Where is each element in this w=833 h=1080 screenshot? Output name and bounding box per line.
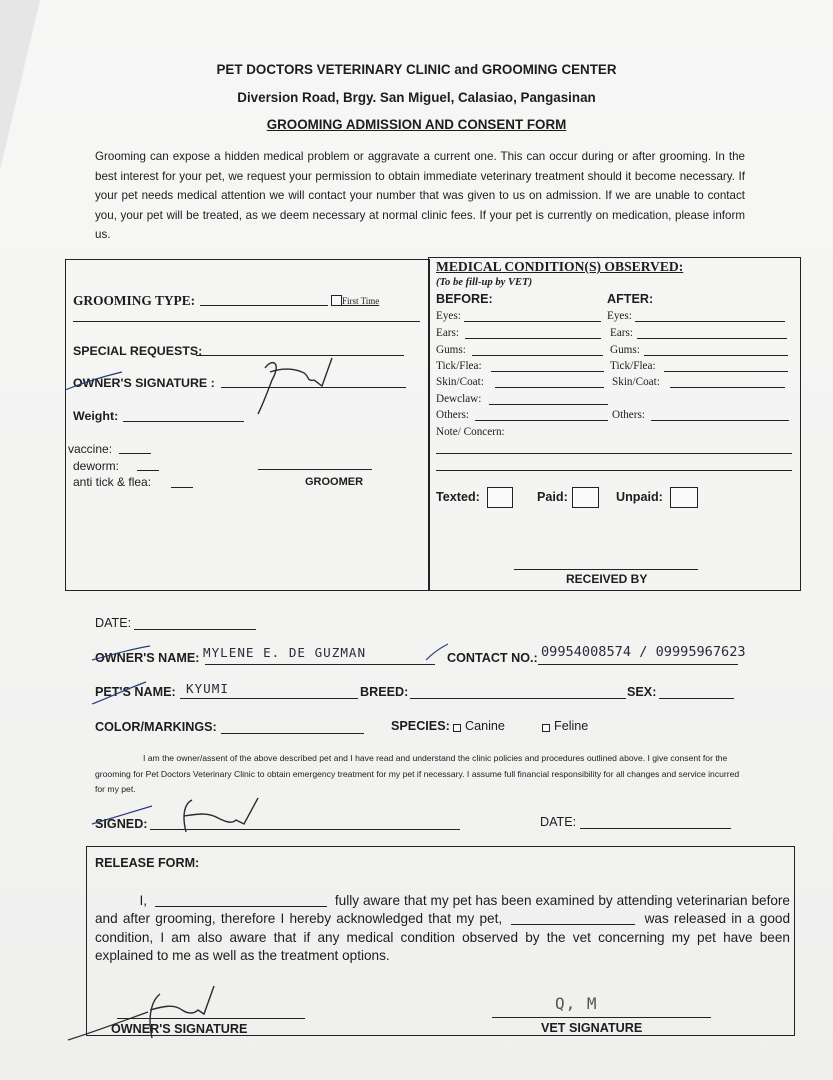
before-label: BEFORE: [436, 292, 493, 306]
received-by-line[interactable] [514, 569, 698, 570]
medical-box [428, 257, 801, 591]
after-ears-label: Ears: [610, 327, 633, 339]
consent-line-2: I give consent for the grooming for Pet Doctors Veterinary Clinic to obtain emergency treatment for my pet if necessary. I assume full financial responsibility for all changes and service incurred for my pet. [95, 753, 740, 794]
anti-tick-field[interactable] [171, 487, 193, 488]
color-markings-label: COLOR/MARKINGS: [95, 720, 217, 734]
vet-signature-line[interactable] [492, 1017, 711, 1018]
before-dewclaw-field[interactable] [489, 404, 608, 405]
release-name-field[interactable] [155, 894, 327, 907]
release-title: RELEASE FORM: [95, 856, 200, 870]
note-concern-label: Note/ Concern: [436, 426, 505, 438]
after-eyes-field[interactable] [635, 321, 785, 322]
after-gums-label: Gums: [610, 344, 640, 356]
first-time-label: First Time [342, 296, 380, 306]
release-paragraph [95, 892, 790, 966]
grooming-type-field-2[interactable] [73, 321, 420, 322]
before-eyes-label: Eyes: [436, 310, 461, 322]
after-skin-coat-label: Skin/Coat: [612, 376, 660, 388]
medical-title: MEDICAL CONDITION(S) OBSERVED: [436, 259, 684, 274]
breed-field[interactable] [410, 698, 626, 699]
sex-label: SEX: [627, 685, 657, 699]
release-owner-signature-scribble [64, 980, 234, 1046]
before-skin-coat-field[interactable] [495, 387, 604, 388]
after-tick-flea-field[interactable] [664, 371, 788, 372]
grooming-type-field[interactable] [200, 305, 328, 306]
check-strokes [88, 640, 448, 666]
note-line-2[interactable] [436, 470, 792, 471]
pet-name-check-stroke [88, 676, 158, 710]
signed-date-label: DATE: [540, 815, 577, 829]
owner-signature-label: OWNER'S SIGNATURE : [73, 376, 215, 390]
before-eyes-field[interactable] [464, 321, 601, 322]
canine-label: Canine [465, 719, 505, 733]
weight-field[interactable] [123, 421, 244, 422]
after-tick-flea-label: Tick/Flea: [610, 360, 656, 372]
before-others-label: Others: [436, 409, 469, 421]
pet-name-field[interactable] [180, 698, 358, 699]
release-owner-signature-label: OWNER'S SIGNATURE [111, 1022, 248, 1036]
received-by-label: RECEIVED BY [566, 572, 648, 586]
paid-label: Paid: [537, 490, 568, 504]
weight-label: Weight: [73, 409, 119, 423]
canine-checkbox[interactable] [453, 724, 461, 732]
signed-label: SIGNED: [95, 817, 148, 831]
release-prefix: I, [139, 893, 147, 908]
before-gums-label: Gums: [436, 344, 466, 356]
vet-initials: Q, M [555, 994, 598, 1013]
consent-text [95, 751, 745, 798]
after-gums-field[interactable] [644, 355, 788, 356]
clinic-address: Diversion Road, Brgy. San Miguel, Calasiao, Pangasinan [237, 90, 596, 105]
deworm-label: deworm: [73, 459, 120, 473]
before-tick-flea-field[interactable] [491, 371, 604, 372]
deworm-field[interactable] [137, 470, 159, 471]
folded-corner [0, 0, 40, 170]
species-label: SPECIES: [391, 719, 450, 733]
after-others-label: Others: [612, 409, 645, 421]
after-others-field[interactable] [651, 420, 789, 421]
breed-label: BREED: [360, 685, 409, 699]
paid-checkbox[interactable] [572, 487, 599, 508]
intro-paragraph: Grooming can expose a hidden medical problem or aggravate a current one. This can occur during or after grooming. In the best interest for your pet, we request your permission to obtain immediate veterinary treatment should it become necessary. If your pet needs medical attention we will contact your number that was given to us on admission. If we are unable to contact you, your pet will be treated, as we deem necessary at normal clinic fees. If your pet is currently on medication, please inform us. [95, 150, 745, 242]
after-eyes-label: Eyes: [607, 310, 632, 322]
contact-value: 09954008574 / 09995967623 [541, 644, 746, 660]
pet-name-value: KYUMI [186, 681, 229, 696]
vet-signature-label: VET SIGNATURE [541, 1021, 643, 1035]
special-requests-label: SPECIAL REQUESTS: [73, 344, 203, 358]
before-dewclaw-label: Dewclaw: [436, 393, 482, 405]
texted-label: Texted: [436, 490, 480, 504]
clinic-name: PET DOCTORS VETERINARY CLINIC and GROOMING CENTER [216, 62, 617, 77]
grooming-type-label: GROOMING TYPE: [73, 293, 196, 308]
owner-name-label: OWNER'S NAME: [95, 651, 200, 665]
color-markings-field[interactable] [221, 733, 364, 734]
medical-subtitle: (To be fill-up by VET) [436, 277, 533, 288]
before-ears-label: Ears: [436, 327, 459, 339]
first-time-checkbox[interactable] [331, 295, 342, 306]
vaccine-label: vaccine: [68, 442, 113, 456]
after-skin-coat-field[interactable] [670, 387, 785, 388]
groomer-signature-line[interactable] [258, 469, 372, 470]
texted-checkbox[interactable] [487, 487, 513, 508]
before-ears-field[interactable] [465, 338, 601, 339]
before-tick-flea-label: Tick/Flea: [436, 360, 482, 372]
pet-name-label: PET'S NAME: [95, 685, 176, 699]
note-line-1[interactable] [436, 453, 792, 454]
contact-field[interactable] [538, 664, 738, 665]
owner-name-value: MYLENE E. DE GUZMAN [203, 645, 367, 660]
groomer-label: GROOMER [305, 476, 364, 488]
contact-label: CONTACT NO.: [447, 651, 538, 665]
after-ears-field[interactable] [637, 338, 787, 339]
signed-signature-scribble [88, 794, 288, 838]
form-title: GROOMING ADMISSION AND CONSENT FORM [266, 117, 567, 132]
anti-tick-label: anti tick & flea: [73, 475, 152, 489]
release-pet-field[interactable] [511, 912, 635, 925]
release-part2: was released in a good condition, I am also aware that if any medical condition observed by the vet concerning my pet have been explained to me as well as the treatment options. [95, 911, 791, 964]
signed-date-field[interactable] [580, 828, 731, 829]
sex-field[interactable] [659, 698, 734, 699]
unpaid-checkbox[interactable] [670, 487, 698, 508]
unpaid-label: Unpaid: [616, 490, 663, 504]
feline-label: Feline [554, 719, 589, 733]
consent-line-1: I am the owner/assent of the above described pet and I have read and understand the clinic policies and procedures outlined above. [143, 753, 646, 763]
feline-checkbox[interactable] [542, 724, 550, 732]
before-gums-field[interactable] [472, 355, 603, 356]
after-label: AFTER: [607, 292, 654, 306]
release-part1: fully aware that my pet has been examined by attending veterinarian before and after grooming, therefore I hereby acknowledged that my pet, [95, 893, 790, 927]
date-label: DATE: [95, 616, 132, 630]
before-others-field[interactable] [475, 420, 608, 421]
before-skin-coat-label: Skin/Coat: [436, 376, 484, 388]
date-field[interactable] [134, 629, 256, 630]
vaccine-field[interactable] [119, 453, 151, 454]
